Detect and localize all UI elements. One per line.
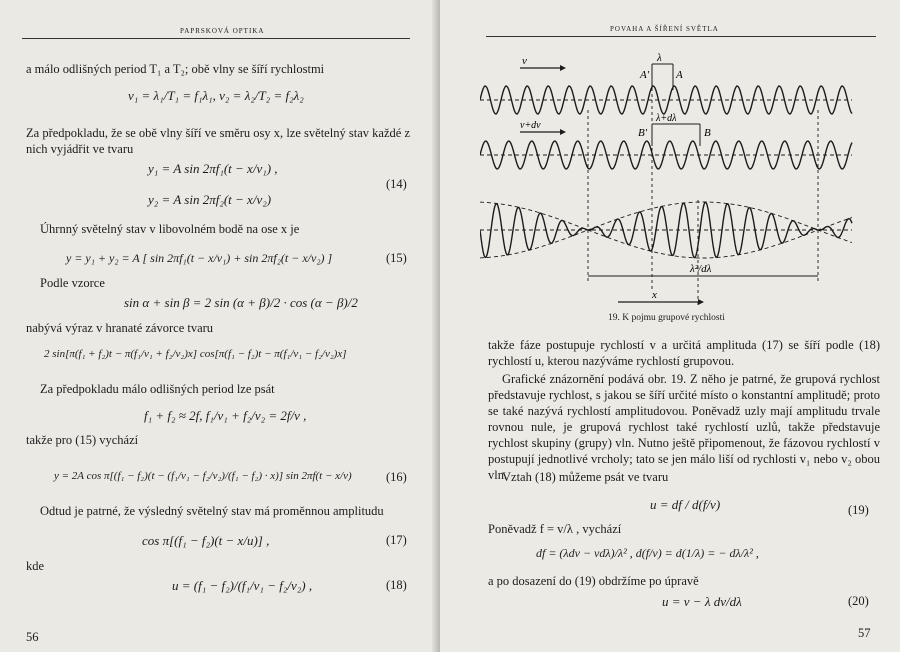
equation-17: cos π[(f₁ − f₂)(t − x/u)] ,	[142, 533, 270, 548]
paragraph: Za předpokladu, že se obě vlny šíří ve směru osy x, lze světelný stav každé z nich vyjádřit ve tvaru	[26, 126, 410, 156]
paragraph: Odtud je patrné, že výsledný světelný stav má proměnnou amplitudu	[40, 504, 384, 518]
equation-number: (17)	[386, 533, 407, 547]
arrow-head-icon	[560, 129, 566, 135]
equation-bracket: 2 sin[π(f₁ + f₂)t − π(f₁/v₁ + f₂/v₂)x] cos[π(f₁ − f₂)t − π(f₁/v₁ − f₂/v₂)x]	[44, 348, 347, 360]
equation-number: (14)	[386, 177, 407, 191]
paragraph: kde	[26, 559, 45, 573]
label-A1: A'	[640, 69, 650, 81]
header-rule	[486, 36, 876, 37]
equation-18: u = (f₁ − f₂)/(f₁/v₁ − f₂/v₂) ,	[172, 578, 313, 593]
equation-speeds: v₁ = λ₁/T₁ = f₁λ₁, v₂ = λ₂/T₂ = f₂λ₂	[128, 88, 304, 103]
paragraph: nabývá výraz v hranaté závorce tvaru	[26, 321, 214, 335]
equation-14b: y₂ = A sin 2πf₂(t − x/v₂)	[148, 192, 272, 207]
paragraph: Podle vzorce	[40, 276, 105, 290]
paragraph: takže fáze postupuje rychlostí v a určitá amplituda (17) se šíří podle (18) rychlostí u, kterou nazýváme rychlostí grupovou.	[488, 338, 880, 368]
running-header: PAPRSKOVÁ OPTIKA	[180, 27, 265, 35]
equation-20: u = v − λ dv/dλ	[662, 594, 742, 609]
equation-approx: f₁ + f₂ ≈ 2f, f₁/v₁ + f₂/v₂ = 2f/v ,	[144, 408, 307, 423]
figure-caption: 19. K pojmu grupové rychlosti	[608, 313, 725, 323]
equation-19: u = df / d(f/v)	[650, 497, 721, 512]
equation-sum: sin α + sin β = 2 sin (α + β)/2 · cos (α − β)/2	[124, 295, 358, 310]
paragraph: a po dosazení do (19) obdržíme po úpravě	[488, 574, 699, 588]
label-lambda: λ	[657, 52, 662, 64]
page-number: 57	[858, 626, 871, 640]
paragraph: Úhrnný světelný stav v libovolném bodě na ose x je	[40, 222, 300, 236]
paragraph: takže pro (15) vychází	[26, 433, 139, 447]
paragraph: Vztah (18) můžeme psát ve tvaru	[502, 470, 669, 484]
equation-number: (16)	[386, 470, 407, 484]
arrow-head-icon	[698, 299, 704, 305]
equation-15: y = y₁ + y₂ = A [ sin 2πf₁(t − x/v₁) + sin 2πf₂(t − x/v₂) ]	[66, 251, 333, 265]
page-number: 56	[26, 630, 39, 644]
label-B1: B'	[638, 127, 648, 139]
waves-group	[480, 70, 852, 308]
label-B: B	[704, 127, 711, 139]
right-page	[440, 0, 900, 652]
equation-14a: y₁ = A sin 2πf₁(t − x/v₁) ,	[148, 161, 278, 176]
equation-df: df = (λdv − vdλ)/λ² , d(f/v) = d(1/λ) = − dλ/λ² ,	[536, 546, 759, 560]
label-v-dv: v+dv	[520, 120, 541, 131]
label-x: x	[652, 289, 657, 301]
equation-number: (15)	[386, 251, 407, 265]
label-lambda-dlambda: λ+dλ	[656, 113, 677, 124]
left-page	[0, 0, 440, 652]
equation-number: (18)	[386, 578, 407, 592]
paragraph: Grafické znázornění podává obr. 19. Z něho je patrné, že grupová rychlost představuje rychlost, s jakou se šíří určité místo o konstantní amplitudě; proto se také nazývá rychlostí amplitudovou. Poněvadž uzly mají amplitudu trvale rovnou nule, je grupová rychlost také rychlostí uzlů, takže představuje rychlost skupiny (grupy) vln. Nutno ještě připomenout, že fázovou rychlostí v postupují jednotlivé vrcholy; tato se jen málo liší od rychlosti v₁ nebo v₂ obou vln.	[488, 372, 880, 482]
label-v: v	[522, 55, 527, 67]
paragraph: Za předpokladu málo odlišných period lze psát	[40, 382, 275, 396]
equation-number: (19)	[848, 503, 869, 517]
arrow-head-icon	[560, 65, 566, 71]
running-header: POVAHA A ŠÍŘENÍ SVĚTLA	[610, 25, 719, 33]
group-velocity-figure	[480, 50, 860, 318]
equation-number: (20)	[848, 594, 869, 608]
label-envelope-length: λ²/dλ	[690, 263, 712, 275]
paragraph: a málo odlišných period T₁ a T₂; obě vlny se šíří rychlostmi	[26, 62, 325, 76]
equation-16: y = 2A cos π[(f₁ − f₂)(t − (f₁/v₁ − f₂/v₂)/(f₁ − f₂) · x)] sin 2πf(t − x/v)	[54, 470, 352, 482]
label-A: A	[676, 69, 683, 81]
paragraph: Poněvadž f = v/λ , vychází	[488, 522, 622, 536]
header-rule	[22, 38, 410, 39]
